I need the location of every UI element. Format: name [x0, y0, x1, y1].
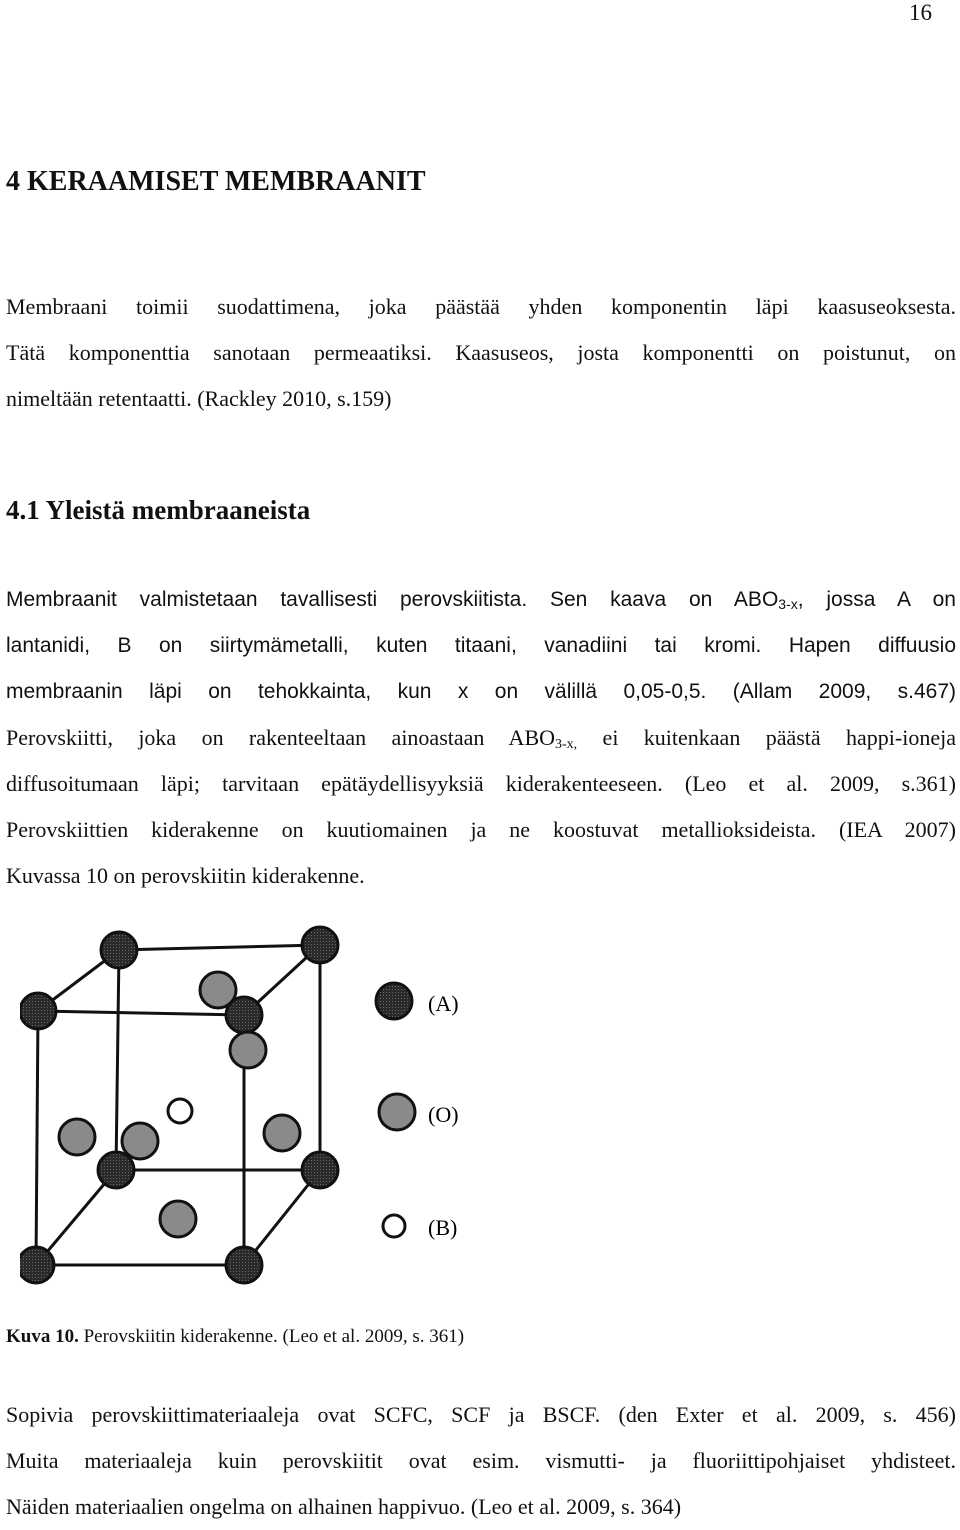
- text-segment: Perovskiitti, joka on rakenteeltaan ainoastaan ABO: [6, 725, 556, 750]
- subscript: 3-x,: [555, 737, 578, 752]
- outro-paragraph: [6, 1392, 956, 1530]
- section-paragraph: [6, 577, 956, 899]
- body-line: membraanin läpi on tehokkainta, kun x on välillä 0,05-0,5. (Allam 2009, s.467): [6, 680, 956, 703]
- legend-a-label: (A): [428, 991, 459, 1016]
- body-line: Kuvassa 10 on perovskiitin kiderakenne.: [6, 863, 365, 888]
- outro-line: Sopivia perovskiittimateriaaleja ovat SCFC, SCF ja BSCF. (den Exter et al. 2009, s. 456): [6, 1402, 956, 1427]
- section-heading: 4.1 Yleistä membraaneista: [6, 495, 311, 525]
- body-line: lantanidi, B on siirtymämetalli, kuten titaani, vanadiini tai kromi. Hapen diffuusio: [6, 634, 956, 657]
- body-line: diffusoitumaan läpi; tarvitaan epätäydellisyyksiä kiderakenteeseen. (Leo et al. 2009, s.361): [6, 771, 956, 796]
- text-segment: ei kuitenkaan päästä happi-ioneja: [577, 725, 956, 750]
- outro-line: Näiden materiaalien ongelma on alhainen happivuo. (Leo et al. 2009, s. 364): [6, 1494, 682, 1519]
- intro-line: nimeltään retentaatti. (Rackley 2010, s.159): [6, 386, 392, 411]
- outro-line: Muita materiaaleja kuin perovskiitit ovat esim. vismutti- ja fluoriittipohjaiset yhdisteet.: [6, 1448, 956, 1473]
- b-site-atom: [168, 1099, 192, 1123]
- figure-caption: [6, 1326, 464, 1348]
- perovskite-crystal-figure: [20, 905, 480, 1305]
- legend-a-swatch: [376, 983, 412, 1019]
- legend-o-label: (O): [428, 1102, 459, 1127]
- body-line: [6, 715, 956, 761]
- subscript: 3-x: [778, 596, 798, 612]
- body-line: [6, 577, 956, 623]
- chapter-heading: 4 KERAAMISET MEMBRAANIT: [6, 166, 426, 197]
- intro-paragraph: [6, 284, 956, 422]
- legend-b-swatch: [383, 1215, 405, 1237]
- intro-line: Membraani toimii suodattimena, joka päästää yhden komponentin läpi kaasuseoksesta.: [6, 294, 956, 319]
- caption-text: Perovskiitin kiderakenne. (Leo et al. 2009, s. 361): [78, 1326, 465, 1347]
- legend-b-label: (B): [428, 1215, 458, 1240]
- caption-label: Kuva 10.: [6, 1326, 79, 1347]
- body-line: Perovskiittien kiderakenne on kuutiomainen ja ne koostuvat metallioksideista. (IEA 2007): [6, 817, 956, 842]
- intro-line: Tätä komponenttia sanotaan permeaatiksi. Kaasuseos, josta komponentti on poistunut, on: [6, 340, 956, 365]
- legend-o-swatch: [379, 1094, 415, 1130]
- text-segment: , jossa A on: [797, 588, 956, 611]
- text-segment: Membraanit valmistetaan tavallisesti perovskiitista. Sen kaava on ABO: [6, 588, 779, 611]
- page-number: 16: [909, 0, 932, 25]
- figure-legend: [376, 983, 459, 1240]
